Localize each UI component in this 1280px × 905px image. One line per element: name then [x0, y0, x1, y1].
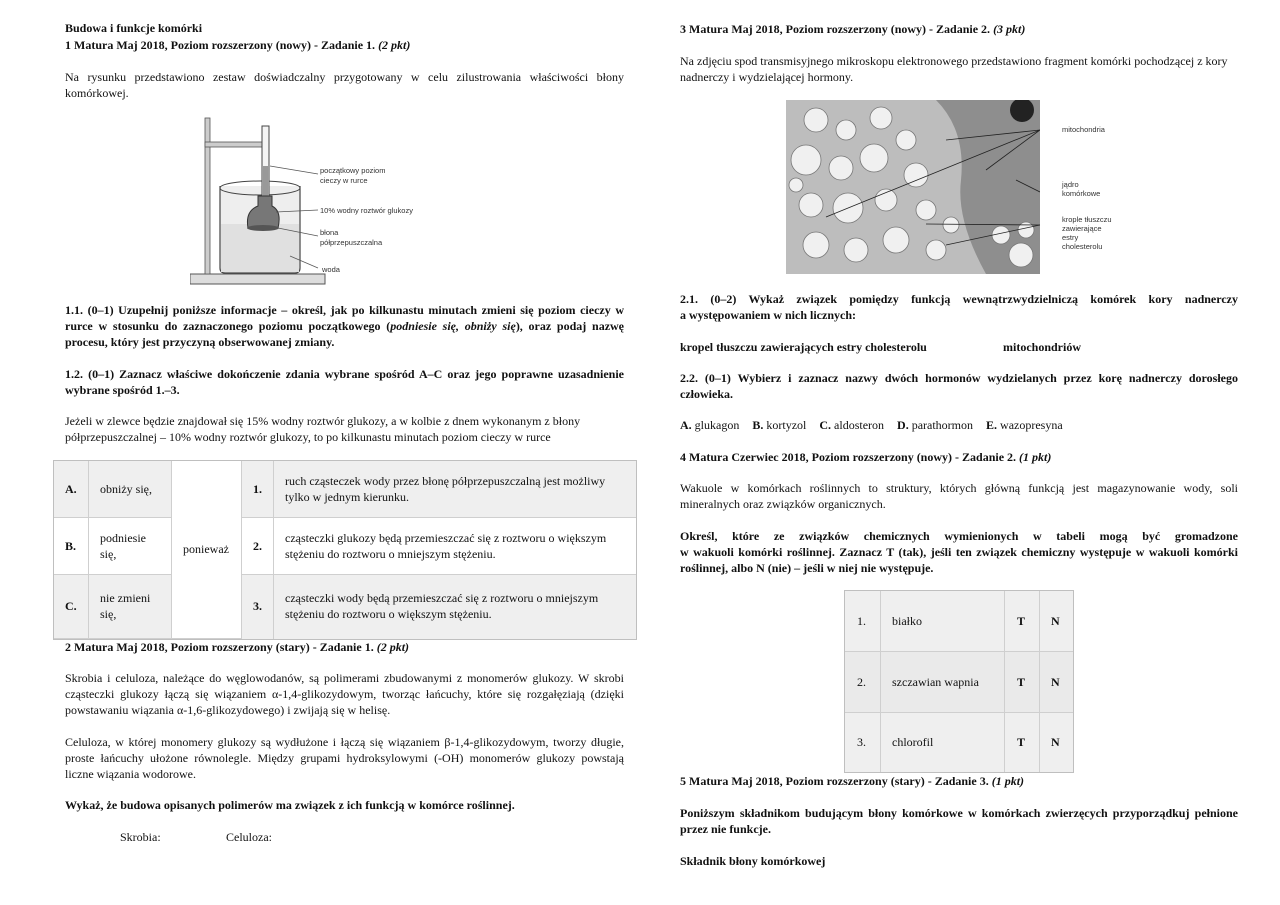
option-b-name: kortyzol — [766, 418, 807, 432]
q11-line1: 1.1. (0–1) Uzupełnij poniższe informacje – określ, jak po kilkunastu minutach zmieni się poziom cieczy w — [65, 303, 624, 317]
q21-line2: a występowaniem w nich licznych: — [680, 308, 856, 322]
num-1: 1. — [253, 482, 262, 496]
label-initial-level-2: cieczy w rurce — [320, 176, 368, 185]
q12-line1: 1.2. (0–1) Zaznacz właściwe dokończenie zdania wybrane spośród A–C oraz jego poprawne uzasadnienie — [65, 367, 624, 381]
q21-item-a: kropel tłuszczu zawierających estry cholesterolu — [680, 340, 927, 354]
task5-header-text: 5 Matura Maj 2018, Poziom rozszerzony (stary) - Zadanie 3. — [680, 774, 992, 788]
task2-header — [65, 639, 409, 655]
task2-p1-line2: cząsteczki glukozy łączą się wiązaniem α-1,4-glikozydowym, tworząc łańcuchy, które się rozgałęziają (dzięki — [65, 687, 624, 701]
vt-t-3[interactable] — [1005, 713, 1040, 772]
label-lipid-3: estry — [1062, 233, 1079, 242]
q22-line1: 2.2. (0–1) Wybierz i zaznacz nazwy dwóch hormonów wydzielanych przez korę nadnerczy dorosłego — [680, 371, 1238, 385]
letter-c: C. — [65, 599, 77, 613]
option-a-hormone[interactable] — [680, 418, 739, 432]
option-a: obniży się, — [100, 482, 152, 496]
label-starch: Skrobia: — [120, 830, 161, 844]
option-a-letter: A. — [680, 418, 692, 432]
num-3: 3. — [253, 599, 262, 613]
task1-header-text: 1 Matura Maj 2018, Poziom rozszerzony (nowy) - Zadanie 1. — [65, 38, 379, 52]
task2-command: Wykaż, że budowa opisanych polimerów ma związek z ich funkcją w komórce roślinnej. — [65, 798, 515, 812]
task1-intro-line1: Na rysunku przedstawiono zestaw doświadczalny przygotowany w celu zilustrowania właściwości błony — [65, 70, 624, 84]
section-title: Budowa i funkcje komórki — [65, 21, 203, 35]
q22-line2: człowieka. — [680, 387, 733, 401]
task4-p1-line1: Wakuole w komórkach roślinnych to struktury, których główną funkcją jest magazynowanie wody, soli — [680, 481, 1238, 495]
vt-name-1 — [881, 591, 1005, 652]
table-cell-reason-3[interactable] — [274, 575, 636, 639]
table-cell-option-b[interactable] — [89, 518, 172, 575]
label-lipid-4: cholesterolu — [1062, 242, 1103, 251]
table-cell-option-c[interactable] — [89, 575, 172, 639]
option-a-name: glukagon — [694, 418, 740, 432]
table-cell-connector — [172, 461, 242, 639]
label-lipid-1: krople tłuszczu — [1062, 215, 1112, 224]
table-cell-letter-c[interactable] — [54, 575, 89, 639]
q12-line2: wybrane spośród 1.–3. — [65, 383, 180, 397]
task5-header — [680, 773, 1024, 789]
task3-intro-line2: nadnerczy i wydzielającej hormony. — [680, 70, 854, 84]
label-water: woda — [322, 265, 340, 274]
task3-header-text: 3 Matura Maj 2018, Poziom rozszerzony (nowy) - Zadanie 2. — [680, 22, 994, 36]
vt-name-2 — [881, 652, 1005, 713]
vt-n-3-text: N — [1051, 735, 1060, 749]
task2-p2-line1: Celuloza, w której monomery glukozy są wydłużone i łączą się wiązaniem β-1,4-glikozydowym, tworzy długie, — [65, 735, 624, 749]
table-cell-num-1[interactable] — [242, 461, 274, 518]
stand-base — [190, 274, 325, 284]
vt-num-2 — [845, 652, 881, 713]
vt-name-2-text: szczawian wapnia — [892, 675, 979, 689]
table-cell-reason-2[interactable] — [274, 518, 636, 575]
task4-cmd-line1: Określ, które ze związków chemicznych wymienionych w tabeli mogą być gromadzone — [680, 529, 1238, 543]
q11-line2-a: rurce w stosunku do zaznaczonego poziomu początkowego ( — [65, 319, 391, 333]
option-e-letter: E. — [986, 418, 998, 432]
task5-cmd-line2: przez nie funkcje. — [680, 822, 771, 836]
table-cell-num-2[interactable] — [242, 518, 274, 575]
table-cell-reason-1[interactable] — [274, 461, 636, 518]
q11-line2-c: ), oraz podaj nazwę — [515, 319, 625, 333]
leader-initial — [270, 166, 318, 174]
vt-t-1-text: T — [1017, 614, 1026, 628]
reason-3-line2: stężeniu do roztworu o większym stężeniu. — [285, 607, 492, 621]
reason-2-line1: cząsteczki glukozy będą przemieszczać się z roztworu o większym — [285, 531, 607, 545]
vt-n-1-text: N — [1051, 614, 1060, 628]
task4-cmd-line3: roślinnej, albo N (nie) – jeśli w niej nie występuje. — [680, 561, 934, 575]
water-level — [221, 224, 299, 272]
membrane-bottom — [247, 225, 279, 231]
connector-text: ponieważ — [183, 542, 229, 556]
option-d-hormone[interactable] — [897, 418, 973, 432]
label-mitochondria: mitochondria — [1062, 125, 1105, 134]
label-cellulose: Celuloza: — [226, 830, 272, 844]
option-e-name: wazopresyna — [1000, 418, 1063, 432]
label-glucose: 10% wodny roztwór glukozy — [320, 206, 413, 215]
vt-num-3 — [845, 713, 881, 772]
letter-a: A. — [65, 482, 77, 496]
option-c-line1: nie zmieni — [100, 591, 151, 605]
vt-num-1 — [845, 591, 881, 652]
label-initial-level-1: początkowy poziom — [320, 166, 386, 175]
task2-p1-line3: powstawaniu wiązania α-1,6-glikozydowego) i zwijają się w helisę. — [65, 703, 391, 717]
vt-n-1[interactable] — [1040, 591, 1073, 652]
task2-p1-line1: Skrobia i celuloza, należące do węglowodanów, są polimerami zbudowanymi z monomerów glukozy. W skrobi — [65, 671, 624, 685]
label-membrane-2: półprzepuszczalna — [320, 238, 383, 247]
task1-intro-line2: komórkowej. — [65, 86, 129, 100]
task1-header — [65, 37, 410, 53]
option-c-letter: C. — [819, 418, 832, 432]
vt-t-2-text: T — [1017, 675, 1026, 689]
stem-line1: Jeżeli w zlewce będzie znajdował się 15% wodny roztwór glukozy, a w kolbie z dnem wykonanym z błony — [65, 414, 581, 428]
table-cell-letter-a[interactable] — [54, 461, 89, 518]
task3-points: (3 pkt) — [993, 22, 1026, 36]
electron-micrograph — [786, 100, 1040, 274]
label-lipid-2: zawierające — [1062, 224, 1102, 233]
task4-p1-line2: mineralnych oraz związków organicznych. — [680, 497, 886, 511]
vt-t-1[interactable] — [1005, 591, 1040, 652]
table-cell-option-a[interactable] — [89, 461, 172, 518]
vt-name-3-text: chlorofil — [892, 735, 934, 749]
vt-num-2-text: 2. — [857, 675, 866, 689]
task5-points: (1 pkt) — [991, 774, 1025, 788]
clamp-arm — [205, 142, 265, 147]
option-b-hormone[interactable] — [752, 418, 806, 432]
vt-t-3-text: T — [1017, 735, 1026, 749]
label-membrane-1: błona — [320, 228, 339, 237]
option-c-line2: się, — [100, 607, 117, 621]
task3-intro-line1: Na zdjęciu spod transmisyjnego mikroskopu elektronowego przedstawiono fragment komórki pochodzącej z kory — [680, 54, 1228, 68]
table-cell-letter-b[interactable] — [54, 518, 89, 575]
option-b-line2: się, — [100, 547, 117, 561]
reason-1-line1: ruch cząsteczek wody przez błonę półprzepuszczalną jest możliwy — [285, 474, 606, 488]
task2-p2-line3: liczne wiązania wodorowe. — [65, 767, 196, 781]
q21-line1: 2.1. (0–2) Wykaż związek pomiędzy funkcją wewnątrzwydzielniczą komórek kory nadnerczy — [680, 292, 1238, 306]
vt-name-1-text: białko — [892, 614, 922, 628]
table-cell-num-3[interactable] — [242, 575, 274, 639]
option-c-name: aldosteron — [834, 418, 885, 432]
vt-n-2-text: N — [1051, 675, 1060, 689]
option-b-line1: podniesie — [100, 531, 146, 545]
task4-header-text: 4 Matura Czerwiec 2018, Poziom rozszerzony (nowy) - Zadanie 2. — [680, 450, 1020, 464]
hormone-options — [680, 417, 1063, 433]
option-b-letter: B. — [752, 418, 764, 432]
vt-t-2[interactable] — [1005, 652, 1040, 713]
option-d-letter: D. — [897, 418, 909, 432]
q21-item-b: mitochondriów — [1003, 340, 1081, 354]
label-nucleus-1: jądro — [1062, 180, 1079, 189]
reason-2-line2: stężeniu do roztworu o mniejszym stężeniu. — [285, 547, 496, 561]
task5-column-label: Składnik błony komórkowej — [680, 854, 826, 868]
stem-line2: półprzepuszczalnej – 10% wodny roztwór glukozy, to po kilkunastu minutach poziom cieczy w rurce — [65, 430, 551, 444]
task2-header-text: 2 Matura Maj 2018, Poziom rozszerzony (stary) - Zadanie 1. — [65, 640, 377, 654]
stand-pole — [205, 118, 210, 274]
q11-line2 — [65, 318, 624, 334]
num-2: 2. — [253, 539, 262, 553]
option-c-hormone[interactable] — [819, 418, 884, 432]
vacuole-table — [844, 590, 1074, 773]
task1-points: (2 pkt) — [378, 38, 411, 52]
option-d-name: parathormon — [911, 418, 974, 432]
option-e-hormone[interactable] — [986, 418, 1063, 432]
letter-b: B. — [65, 539, 77, 553]
label-nucleus-2: komórkowe — [1062, 189, 1101, 198]
reason-1-line2: tylko w jednym kierunku. — [285, 490, 409, 504]
q11-line2-b: podniesie się, obniży się — [390, 319, 516, 333]
task3-header — [680, 21, 1025, 37]
task4-points: (1 pkt) — [1019, 450, 1052, 464]
task4-header — [680, 449, 1051, 465]
vt-n-3[interactable] — [1040, 713, 1073, 772]
vt-num-3-text: 3. — [857, 735, 866, 749]
osmosis-apparatus-figure — [190, 116, 440, 288]
task2-p2-line2: proste łańcuchy ułożone równolegle. Między grupami hydroksylowymi (-OH) monomerów glukozy powstają — [65, 751, 624, 765]
task5-cmd-line1: Poniższym składnikom budującym błony komórkowe w komórkach zwierzęcych przyporządkuj pełnione — [680, 806, 1238, 820]
vt-num-1-text: 1. — [857, 614, 866, 628]
reason-3-line1: cząsteczki wody będą przemieszczać się z roztworu o mniejszym — [285, 591, 599, 605]
task4-cmd-line2: w wakuoli komórki roślinnej. Zaznacz T (tak), jeśli ten związek chemiczny występuje w wakuoli komórki — [680, 545, 1238, 559]
answer-table-1 — [53, 460, 637, 640]
vt-n-2[interactable] — [1040, 652, 1073, 713]
q11-line3: procesu, który jest przyczyną obserwowanej zmiany. — [65, 335, 335, 349]
vt-name-3 — [881, 713, 1005, 772]
task2-points: (2 pkt) — [376, 640, 410, 654]
